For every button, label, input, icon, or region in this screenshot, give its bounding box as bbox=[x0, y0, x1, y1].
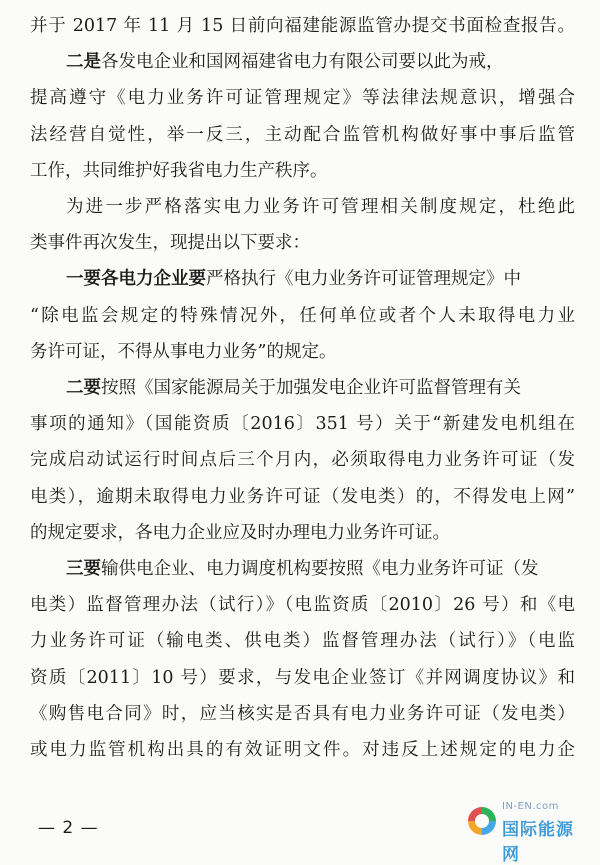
text-line: 类事件再次发生，现提出以下要求： bbox=[30, 233, 310, 254]
text-line: 完成启动试运行时间点后三个月内，必须取得电力业务许可证（发 bbox=[30, 450, 575, 471]
text-line: 提高遵守《电力业务许可证管理规定》等法律法规意识，增强合 bbox=[30, 88, 575, 109]
line-text: 按照《国家能源局关于加强发电企业许可监督管理有关 bbox=[101, 378, 521, 399]
bold-lead: 二是 bbox=[66, 52, 101, 73]
line-text: 各发电企业和国网福建省电力有限公司要以此为戒， bbox=[101, 52, 504, 73]
text-line: 务许可证，不得从事电力业务”的规定。 bbox=[30, 341, 337, 362]
text-line: 并于 2017 年 11 月 15 日前向福建能源监管办提交书面检查报告。 bbox=[30, 16, 575, 36]
text-line: 事项的通知》（国能资质〔2016〕351 号）关于“新建发电机组在 bbox=[30, 414, 575, 435]
line-text: 严格执行《电力业务许可证管理规定》中 bbox=[206, 269, 521, 290]
text-line: 法经营自觉性，举一反三，主动配合监管机构做好事中事后监管 bbox=[30, 124, 575, 145]
text-line bbox=[30, 551, 575, 587]
text-line bbox=[30, 44, 575, 80]
page-number: — 2 — bbox=[38, 818, 99, 838]
text-line: 的规定要求，各电力企业应及时办理电力业务许可证。 bbox=[30, 522, 450, 543]
text-line: 电类）监督管理办法（试行）》（电监资质〔2010〕26 号）和《电 bbox=[30, 595, 575, 616]
line-text: 输供电企业、电力调度机构要按照《电力业务许可证（发 bbox=[101, 559, 539, 580]
text-line: 资质〔2011〕10 号）要求，与发电企业签订《并网调度协议》和 bbox=[30, 667, 575, 688]
watermark-url: IN-EN.com bbox=[502, 801, 559, 812]
text-line: “除电监会规定的特殊情况外，任何单位或者个人未取得电力业 bbox=[30, 305, 575, 326]
text-line: 或电力监管机构出具的有效证明文件。对违反上述规定的电力企 bbox=[30, 740, 575, 761]
text-line: 力业务许可证（输电类、供电类）监督管理办法（试行）》（电监 bbox=[30, 631, 575, 652]
bold-lead: 二要 bbox=[66, 378, 101, 399]
text-line: 《购售电合同》时，应当核实是否具有电力业务许可证（发电类） bbox=[30, 703, 575, 724]
text-line bbox=[30, 261, 575, 297]
in-en-logo-icon bbox=[468, 807, 496, 835]
text-line bbox=[30, 370, 575, 406]
watermark-name: 国际能源网 bbox=[502, 820, 574, 865]
document-body bbox=[30, 8, 575, 768]
text-line: 工作，共同维护好我省电力生产秩序。 bbox=[30, 160, 328, 181]
text-line: 为进一步严格落实电力业务许可管理相关制度规定，杜绝此 bbox=[66, 197, 575, 218]
bold-lead: 一要各电力企业要 bbox=[66, 269, 206, 290]
bold-lead: 三要 bbox=[66, 559, 101, 580]
text-line: 电类），逾期未取得电力业务许可证（发电类）的，不得发电上网” bbox=[30, 486, 575, 507]
watermark bbox=[468, 797, 590, 865]
